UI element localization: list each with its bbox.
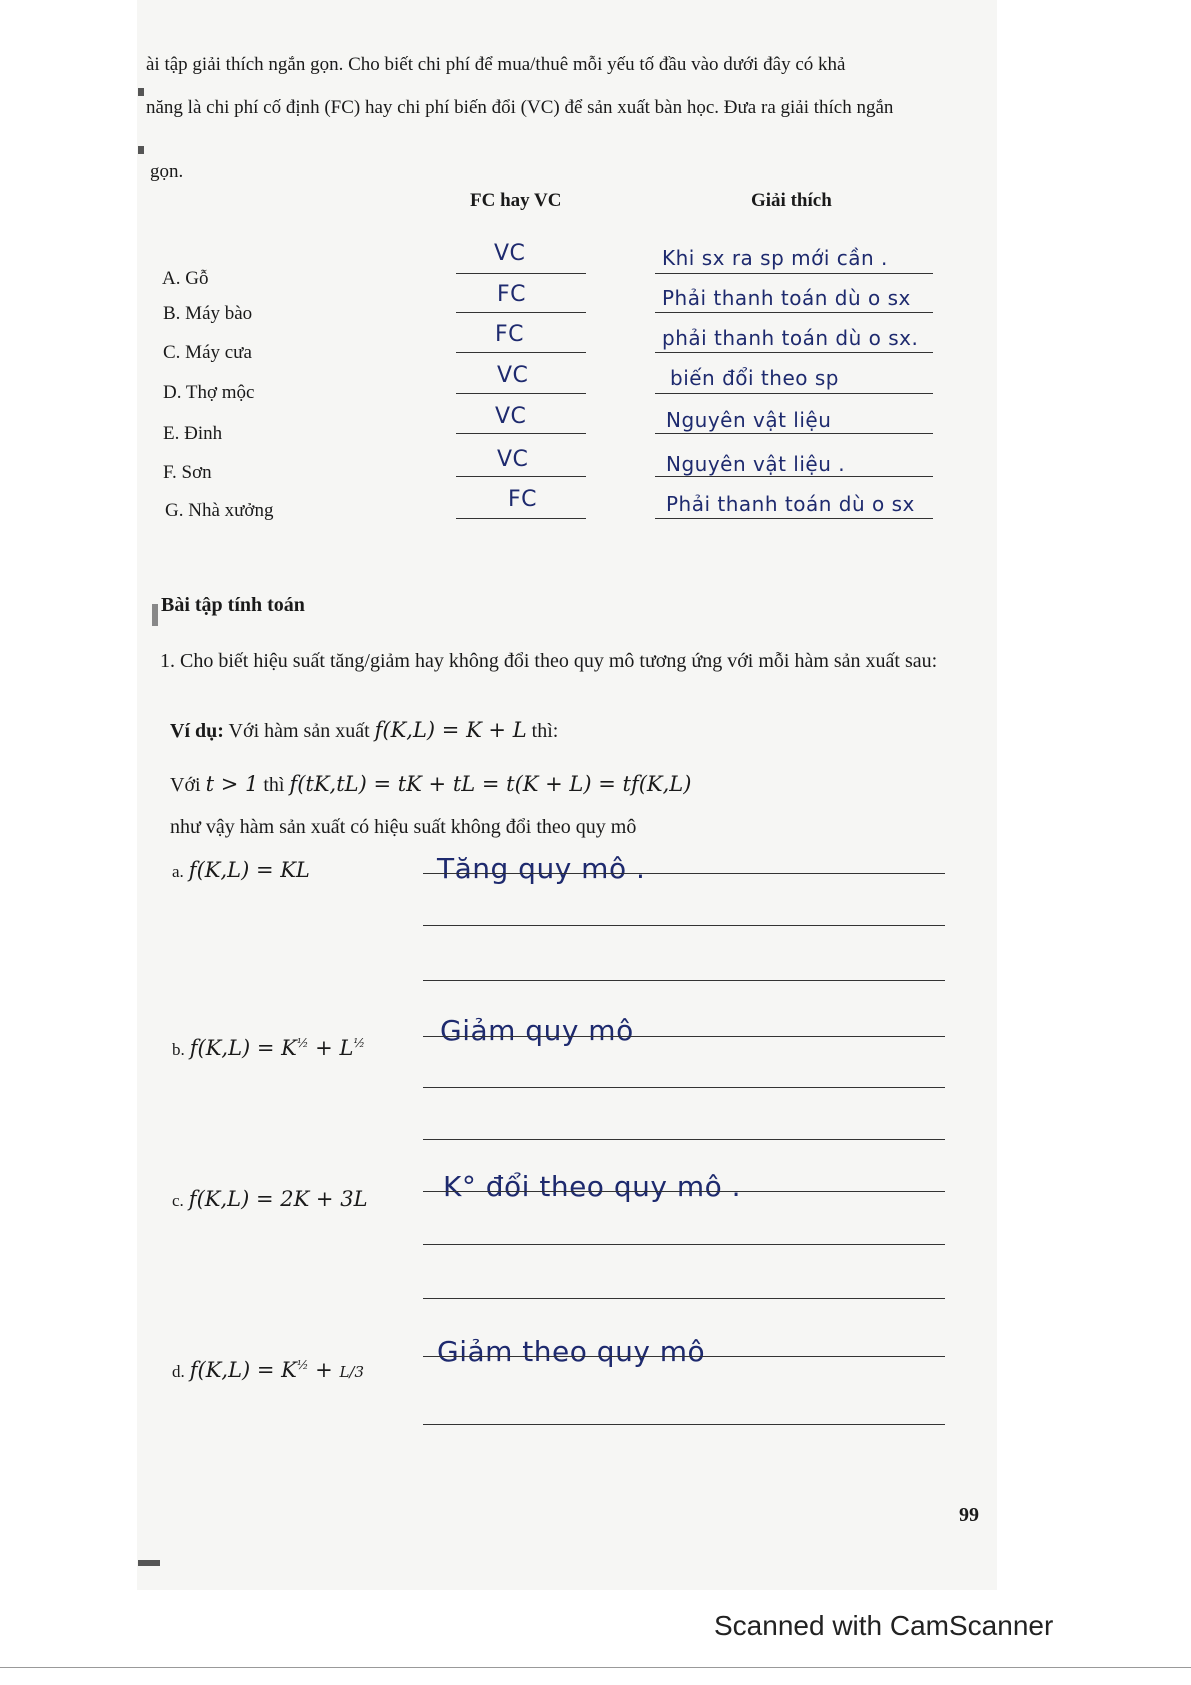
example-label: Ví dụ: <box>170 720 224 742</box>
column-header-fc-vc: FC hay VC <box>470 190 562 211</box>
handwritten-explanation: Nguyên vật liệu . <box>666 452 846 476</box>
answer-line <box>655 393 933 394</box>
row-label: A. Gỗ <box>162 268 209 289</box>
question-1: 1. Cho biết hiệu suất tăng/giảm hay không đổi theo quy mô tương ứng với mỗi hàm sản xuất sau: <box>160 650 938 672</box>
row-label: D. Thợ mộc <box>163 382 255 403</box>
answer-line <box>655 476 933 477</box>
answer-line <box>655 518 933 519</box>
answer-line <box>423 925 945 926</box>
handwritten-explanation: Phải thanh toán dù o sx <box>666 492 915 516</box>
intro-line-2: năng là chi phí cố định (FC) hay chi phí biến đổi (VC) để sản xuất bàn học. Đưa ra giải thích ngắn <box>146 97 894 118</box>
answer-line <box>423 980 945 981</box>
example <box>170 718 558 743</box>
answer-line <box>655 352 933 353</box>
binding-mark <box>138 146 144 154</box>
answer-line <box>423 1356 945 1357</box>
handwritten-answer: FC <box>508 487 538 512</box>
page-number: 99 <box>959 1504 979 1526</box>
handwritten-answer: VC <box>497 447 529 472</box>
handwritten-answer: VC <box>497 363 529 388</box>
answer-line <box>456 312 586 313</box>
function-b <box>172 1036 365 1061</box>
answer-line <box>423 1244 945 1245</box>
example-conclusion: như vậy hàm sản xuất có hiệu suất không đổi theo quy mô <box>170 816 637 838</box>
bottom-divider <box>0 1667 1191 1668</box>
scanner-watermark: Scanned with CamScanner <box>714 1610 1054 1641</box>
function-a <box>172 858 310 883</box>
handwritten-explanation: phải thanh toán dù o sx. <box>662 326 919 350</box>
section-marker <box>152 604 158 626</box>
function-expression: $f(K,L) = K^{\frac{1}{2}} + L^{\frac{1}{2}}$ <box>189 1036 366 1060</box>
intro-line-1: ài tập giải thích ngắn gọn. Cho biết chi phí để mua/thuê mỗi yếu tố đầu vào dưới đây có khả <box>146 54 846 75</box>
answer-line <box>456 393 586 394</box>
function-d <box>172 1358 364 1383</box>
example-text: Với hàm sản xuất <box>228 720 370 742</box>
answer-line <box>655 312 933 313</box>
function-expression: $f(K,L) = K^{\frac{1}{2}} + L/3$ <box>189 1358 365 1382</box>
function-label: d. <box>172 1362 185 1381</box>
answer-line <box>423 1191 945 1192</box>
row-label: B. Máy bào <box>163 303 253 324</box>
answer-line <box>456 518 586 519</box>
row-label: F. Sơn <box>163 462 212 483</box>
example-then: thì: <box>531 720 559 742</box>
function-label: b. <box>172 1040 185 1059</box>
answer-line <box>423 1298 945 1299</box>
answer-line <box>456 352 586 353</box>
answer-line <box>456 476 586 477</box>
answer-line <box>423 873 945 874</box>
answer-line <box>423 1036 945 1037</box>
answer-line <box>423 1087 945 1088</box>
section-title: Bài tập tính toán <box>161 594 305 616</box>
function-label: a. <box>172 862 184 881</box>
handwritten-answer: FC <box>495 322 525 347</box>
binding-mark <box>138 88 144 96</box>
answer-line <box>655 273 933 274</box>
row-label: C. Máy cưa <box>163 342 252 363</box>
answer-line <box>423 1424 945 1425</box>
t-condition: t > 1 <box>205 772 259 796</box>
handwritten-answer: Tăng quy mô . <box>437 852 646 885</box>
binding-mark <box>138 1560 160 1566</box>
answer-line <box>423 1139 945 1140</box>
example-derivation <box>170 772 691 797</box>
answer-line <box>456 273 586 274</box>
with-t-then: thì <box>263 774 285 796</box>
handwritten-explanation: Khi sx ra sp mới cần . <box>662 246 888 270</box>
handwritten-explanation: Nguyên vật liệu <box>666 408 832 432</box>
answer-line <box>456 433 586 434</box>
row-label: E. Đinh <box>163 423 223 444</box>
column-header-explanation: Giải thích <box>751 190 832 211</box>
function-expression: f(K,L) = 2K + 3L <box>188 1187 368 1211</box>
handwritten-answer: K° đổi theo quy mô . <box>443 1170 742 1203</box>
function-c <box>172 1187 368 1212</box>
derivation-expression: f(tK,tL) = tK + tL = t(K + L) = tf(K,L) <box>289 772 692 796</box>
function-label: c. <box>172 1191 184 1210</box>
handwritten-explanation: Phải thanh toán dù o sx <box>662 286 911 310</box>
intro-line-3: gọn. <box>150 161 184 182</box>
row-label: G. Nhà xưởng <box>165 500 274 521</box>
answer-line <box>655 433 933 434</box>
handwritten-answer: VC <box>495 404 527 429</box>
handwritten-explanation: biến đổi theo sp <box>670 366 839 390</box>
handwritten-answer: FC <box>497 282 527 307</box>
function-expression: f(K,L) = KL <box>188 858 310 882</box>
with-t-label: Với <box>170 774 201 796</box>
handwritten-answer: Giảm theo quy mô <box>437 1335 706 1368</box>
handwritten-answer: VC <box>494 241 526 266</box>
handwritten-answer: Giảm quy mô <box>440 1014 634 1047</box>
example-function: f(K,L) = K + L <box>374 718 527 742</box>
